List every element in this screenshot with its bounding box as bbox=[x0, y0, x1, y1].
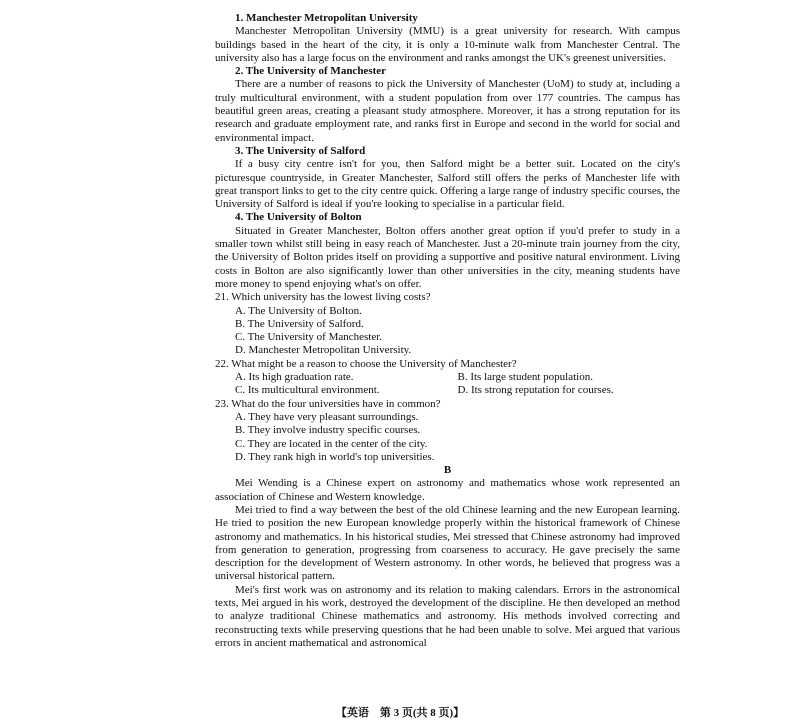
question-23 bbox=[215, 398, 680, 464]
question-21 bbox=[215, 291, 680, 357]
option-b: B. They involve industry specific courses. bbox=[235, 424, 421, 437]
university-text: If a busy city centre isn't for you, then Salford might be a better suit. Located on the city's picturesque countryside, in Greater Manchester, Salford still offers the perks of Manchester life with great transport links to get to the city centre quick. Offering a large range of industry specific courses, the University of Salford is ideal if you're looking to specialise in a particular field. bbox=[215, 158, 680, 211]
question-stem: 21. Which university has the lowest living costs? bbox=[215, 291, 431, 304]
passage-b-paragraph: Mei's first work was on astronomy and its relation to making calendars. Errors in the astronomical texts, Mei argued in his work, destroyed the development of the discipline. He then developed an method to analyze traditional Chinese mathematics and astronomy. His methods involved correcting and reconstructing texts while preserving questions that he had been unable to solve. Mei argued that various errors in ancient mathematical and astronomical bbox=[215, 583, 680, 649]
university-heading: 1. Manchester Metropolitan University bbox=[235, 12, 418, 24]
passage-b-paragraph: Mei tried to find a way between the best of the old Chinese learning and the new European learning. He tried to position the new European knowledge properly within the historical framework of Chinese astronomy and mathematics. In his historical studies, Mei stressed that Chinese astronomy had improved from generation to generation, progressing from coarseness to accuracy. He gave precisely the same description for the development of Western astronomy. In other words, he believed that progress was a universal historical pattern. bbox=[215, 503, 680, 583]
university-heading: 3. The University of Salford bbox=[235, 144, 366, 157]
university-4 bbox=[215, 211, 680, 291]
university-1 bbox=[215, 12, 680, 65]
option-c: C. Its multicultural environment. bbox=[235, 384, 380, 397]
university-heading: 2. The University of Manchester bbox=[235, 65, 387, 78]
option-b: B. The University of Salford. bbox=[235, 317, 364, 330]
question-22 bbox=[215, 358, 680, 398]
option-d: D. Manchester Metropolitan University. bbox=[235, 344, 412, 357]
option-d: D. Its strong reputation for courses. bbox=[457, 384, 614, 397]
option-a: A. They have very pleasant surroundings. bbox=[235, 410, 419, 423]
university-text: Manchester Metropolitan University (MMU) is a great university for research. With campus buildings based in the heart of the city, it is only a 10-minute walk from Manchester Central. The university also has a large focus on the environment and ranks amongst the UK's greenest universities. bbox=[215, 25, 680, 64]
page-footer: 【英语 第 3 页(共 8 页)】 bbox=[335, 707, 465, 719]
university-text: There are a number of reasons to pick the University of Manchester (UoM) to study at, including a truly multicultural environment, with a student population from over 177 countries. The campus has beautiful green areas, creating a pleasant study atmosphere. Moreover, it has a strong reputation for its research and graduate employment rate, and ranks first in Europe and second in the world for social and environmental impact. bbox=[215, 78, 680, 144]
option-row bbox=[215, 384, 680, 397]
option-c: C. They are located in the center of the city. bbox=[235, 437, 428, 450]
section-b-label: B bbox=[443, 464, 452, 477]
university-3 bbox=[215, 145, 680, 211]
question-stem: 23. What do the four universities have in common? bbox=[215, 397, 441, 410]
option-a: A. Its high graduation rate. bbox=[235, 371, 354, 384]
option-a: A. The University of Bolton. bbox=[235, 304, 362, 317]
university-heading: 4. The University of Bolton bbox=[235, 211, 362, 224]
question-stem: 22. What might be a reason to choose the University of Manchester? bbox=[215, 357, 517, 370]
option-row bbox=[215, 371, 680, 384]
option-d: D. They rank high in world's top universities. bbox=[235, 450, 435, 463]
university-2 bbox=[215, 65, 680, 145]
option-b: B. Its large student population. bbox=[457, 371, 593, 384]
passage-b-paragraph: Mei Wending is a Chinese expert on astronomy and mathematics whose work represented an association of Chinese and Western knowledge. bbox=[215, 477, 680, 503]
option-c: C. The University of Manchester. bbox=[235, 331, 383, 344]
page-content bbox=[215, 12, 680, 650]
university-text: Situated in Greater Manchester, Bolton offers another great option if you'd prefer to study in a smaller town whilst still being in easy reach of Manchester. Just a 20-minute train journey from the city, the University of Bolton prides itself on providing a supportive and positive natural environment. Living costs in Bolton are also significantly lower than other universities in the city, meaning students have more money to spend enjoying what's on offer. bbox=[215, 224, 680, 290]
